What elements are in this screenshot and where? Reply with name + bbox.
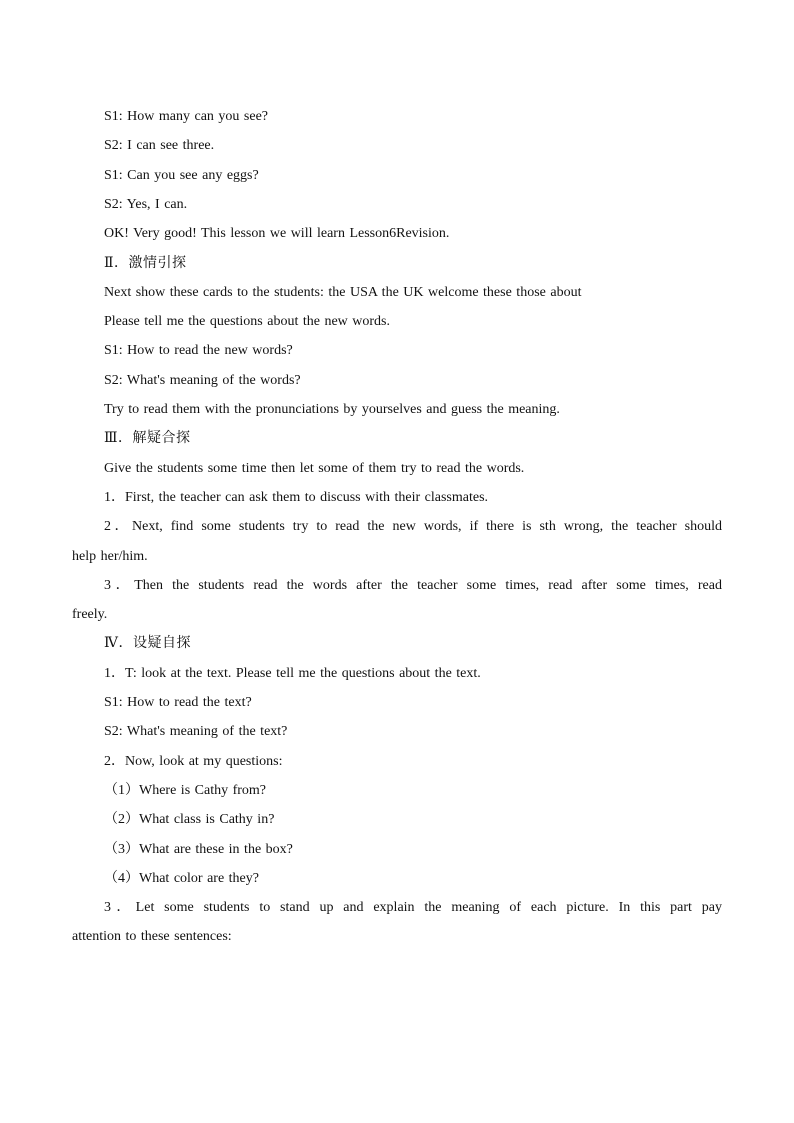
text-line: S2: Yes, I can.: [104, 196, 188, 212]
text-line: S1: How to read the text?: [104, 695, 252, 710]
text-line: 1．T: look at the text. Please tell me the questions about the text.: [104, 665, 481, 681]
text-line: 1．First, the teacher can ask them to discuss with their classmates.: [104, 489, 489, 505]
text-line: freely.: [72, 607, 108, 623]
text-line: S1: How to read the new words?: [104, 343, 293, 359]
text-line: 3．Let some students to stand up and explain the meaning of each picture. In this part pay: [104, 900, 722, 916]
text-line: help her/him.: [72, 548, 148, 564]
section-heading: Ⅱ．激情引探: [104, 255, 187, 271]
text-line: （2）What class is Cathy in?: [104, 812, 275, 828]
text-line: 2．Now, look at my questions:: [104, 753, 283, 769]
text-line: S2: I can see three.: [104, 138, 215, 154]
section-heading: Ⅲ．解疑合探: [104, 431, 191, 447]
text-line: S2: What's meaning of the text?: [104, 724, 288, 740]
text-line: （4）What color are they?: [104, 870, 259, 886]
text-line: S1: Can you see any eggs?: [104, 167, 259, 183]
text-line: Try to read them with the pronunciations by yourselves and guess the meaning.: [104, 402, 560, 417]
text-line: S2: What's meaning of the words?: [104, 372, 301, 388]
text-line: OK! Very good! This lesson we will learn Lesson6Revision.: [104, 226, 450, 242]
text-line: S1: How many can you see?: [104, 109, 269, 124]
text-line: （1）Where is Cathy from?: [104, 782, 267, 798]
text-line: Please tell me the questions about the new words.: [104, 314, 390, 330]
text-line: 3．Then the students read the words after the teacher some times, read after some times, read: [104, 577, 722, 593]
text-line: Give the students some time then let some of them try to read the words.: [104, 460, 525, 476]
section-heading: Ⅳ．设疑自探: [104, 636, 191, 652]
text-line: Next show these cards to the students: the USA the UK welcome these those about: [104, 284, 582, 300]
text-line: 2．Next, find some students try to read the new words, if there is sth wrong, the teacher should: [104, 519, 722, 535]
text-line: （3）What are these in the box?: [104, 841, 293, 857]
text-line: attention to these sentences:: [72, 929, 232, 945]
